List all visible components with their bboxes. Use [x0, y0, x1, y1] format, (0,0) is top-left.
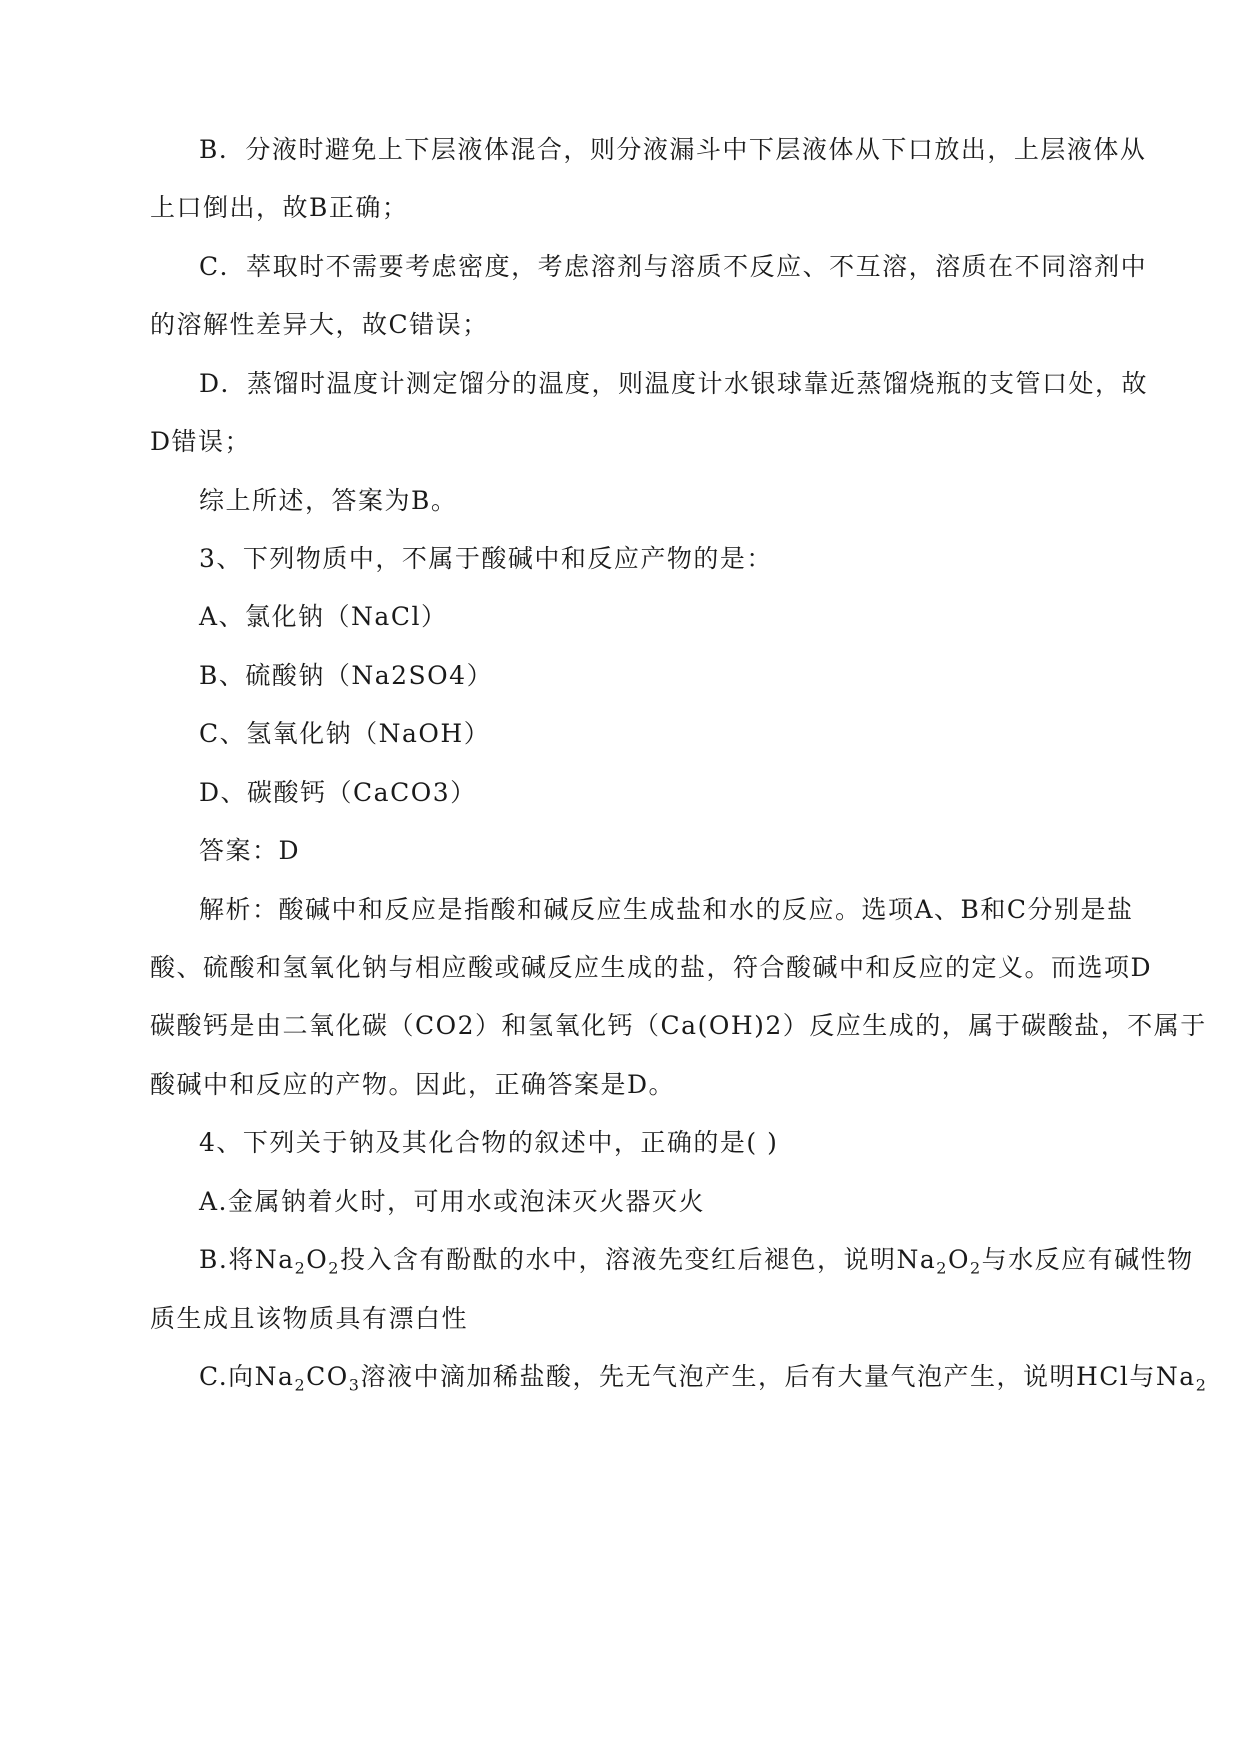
text-line: 上口倒出，故B正确；	[150, 193, 409, 222]
option-a: A.金属钠着火时，可用水或泡沫灭火器灭火	[199, 1187, 706, 1216]
text-line: 的溶解性差异大，故C错误；	[150, 310, 489, 339]
answer-line: 答案：D	[199, 836, 301, 865]
text-line: 综上所述，答案为B。	[199, 486, 458, 515]
text-line: 解析：酸碱中和反应是指酸和碱反应生成盐和水的反应。选项A、B和C分别是盐	[199, 895, 1134, 924]
option-a: A、氯化钠（NaCl）	[199, 602, 448, 631]
option-c: C.向$Na_2CO_3$溶液中滴加稀盐酸，先无气泡产生，后有大量气泡产生，说明HCl与$Na_2$	[199, 1362, 1208, 1395]
option-d: D、碳酸钙（CaCO3）	[199, 778, 477, 807]
option-b: B.将$Na_2O_2$投入含有酚酞的水中，溶液先变红后褪色，说明$Na_2O_2$与水反应有碱性物	[199, 1245, 1194, 1278]
question-heading: 3、下列物质中，不属于酸碱中和反应产物的是：	[199, 544, 773, 573]
question-heading: 4、下列关于钠及其化合物的叙述中，正确的是( )	[199, 1128, 779, 1157]
text-line: D．蒸馏时温度计测定馏分的温度，则温度计水银球靠近蒸馏烧瓶的支管口处，故	[199, 369, 1149, 398]
text-line: 酸、硫酸和氢氧化钠与相应酸或碱反应生成的盐，符合酸碱中和反应的定义。而选项D	[150, 953, 1153, 982]
option-c: C、氢氧化钠（NaOH）	[199, 719, 491, 748]
text-line: C．萃取时不需要考虑密度，考虑溶剂与溶质不反应、不互溶，溶质在不同溶剂中	[199, 252, 1148, 281]
text-line: D错误；	[150, 427, 252, 456]
text-line: B．分液时避免上下层液体混合，则分液漏斗中下层液体从下口放出，上层液体从	[199, 135, 1147, 164]
text-line: 碳酸钙是由二氧化碳（CO2）和氢氧化钙（Ca(OH)2）反应生成的，属于碳酸盐，不属于	[150, 1011, 1207, 1040]
text-line: 质生成且该物质具有漂白性	[150, 1304, 469, 1333]
option-b: B、硫酸钠（Na2SO4）	[199, 661, 494, 690]
text-line: 酸碱中和反应的产物。因此，正确答案是D。	[150, 1070, 676, 1099]
